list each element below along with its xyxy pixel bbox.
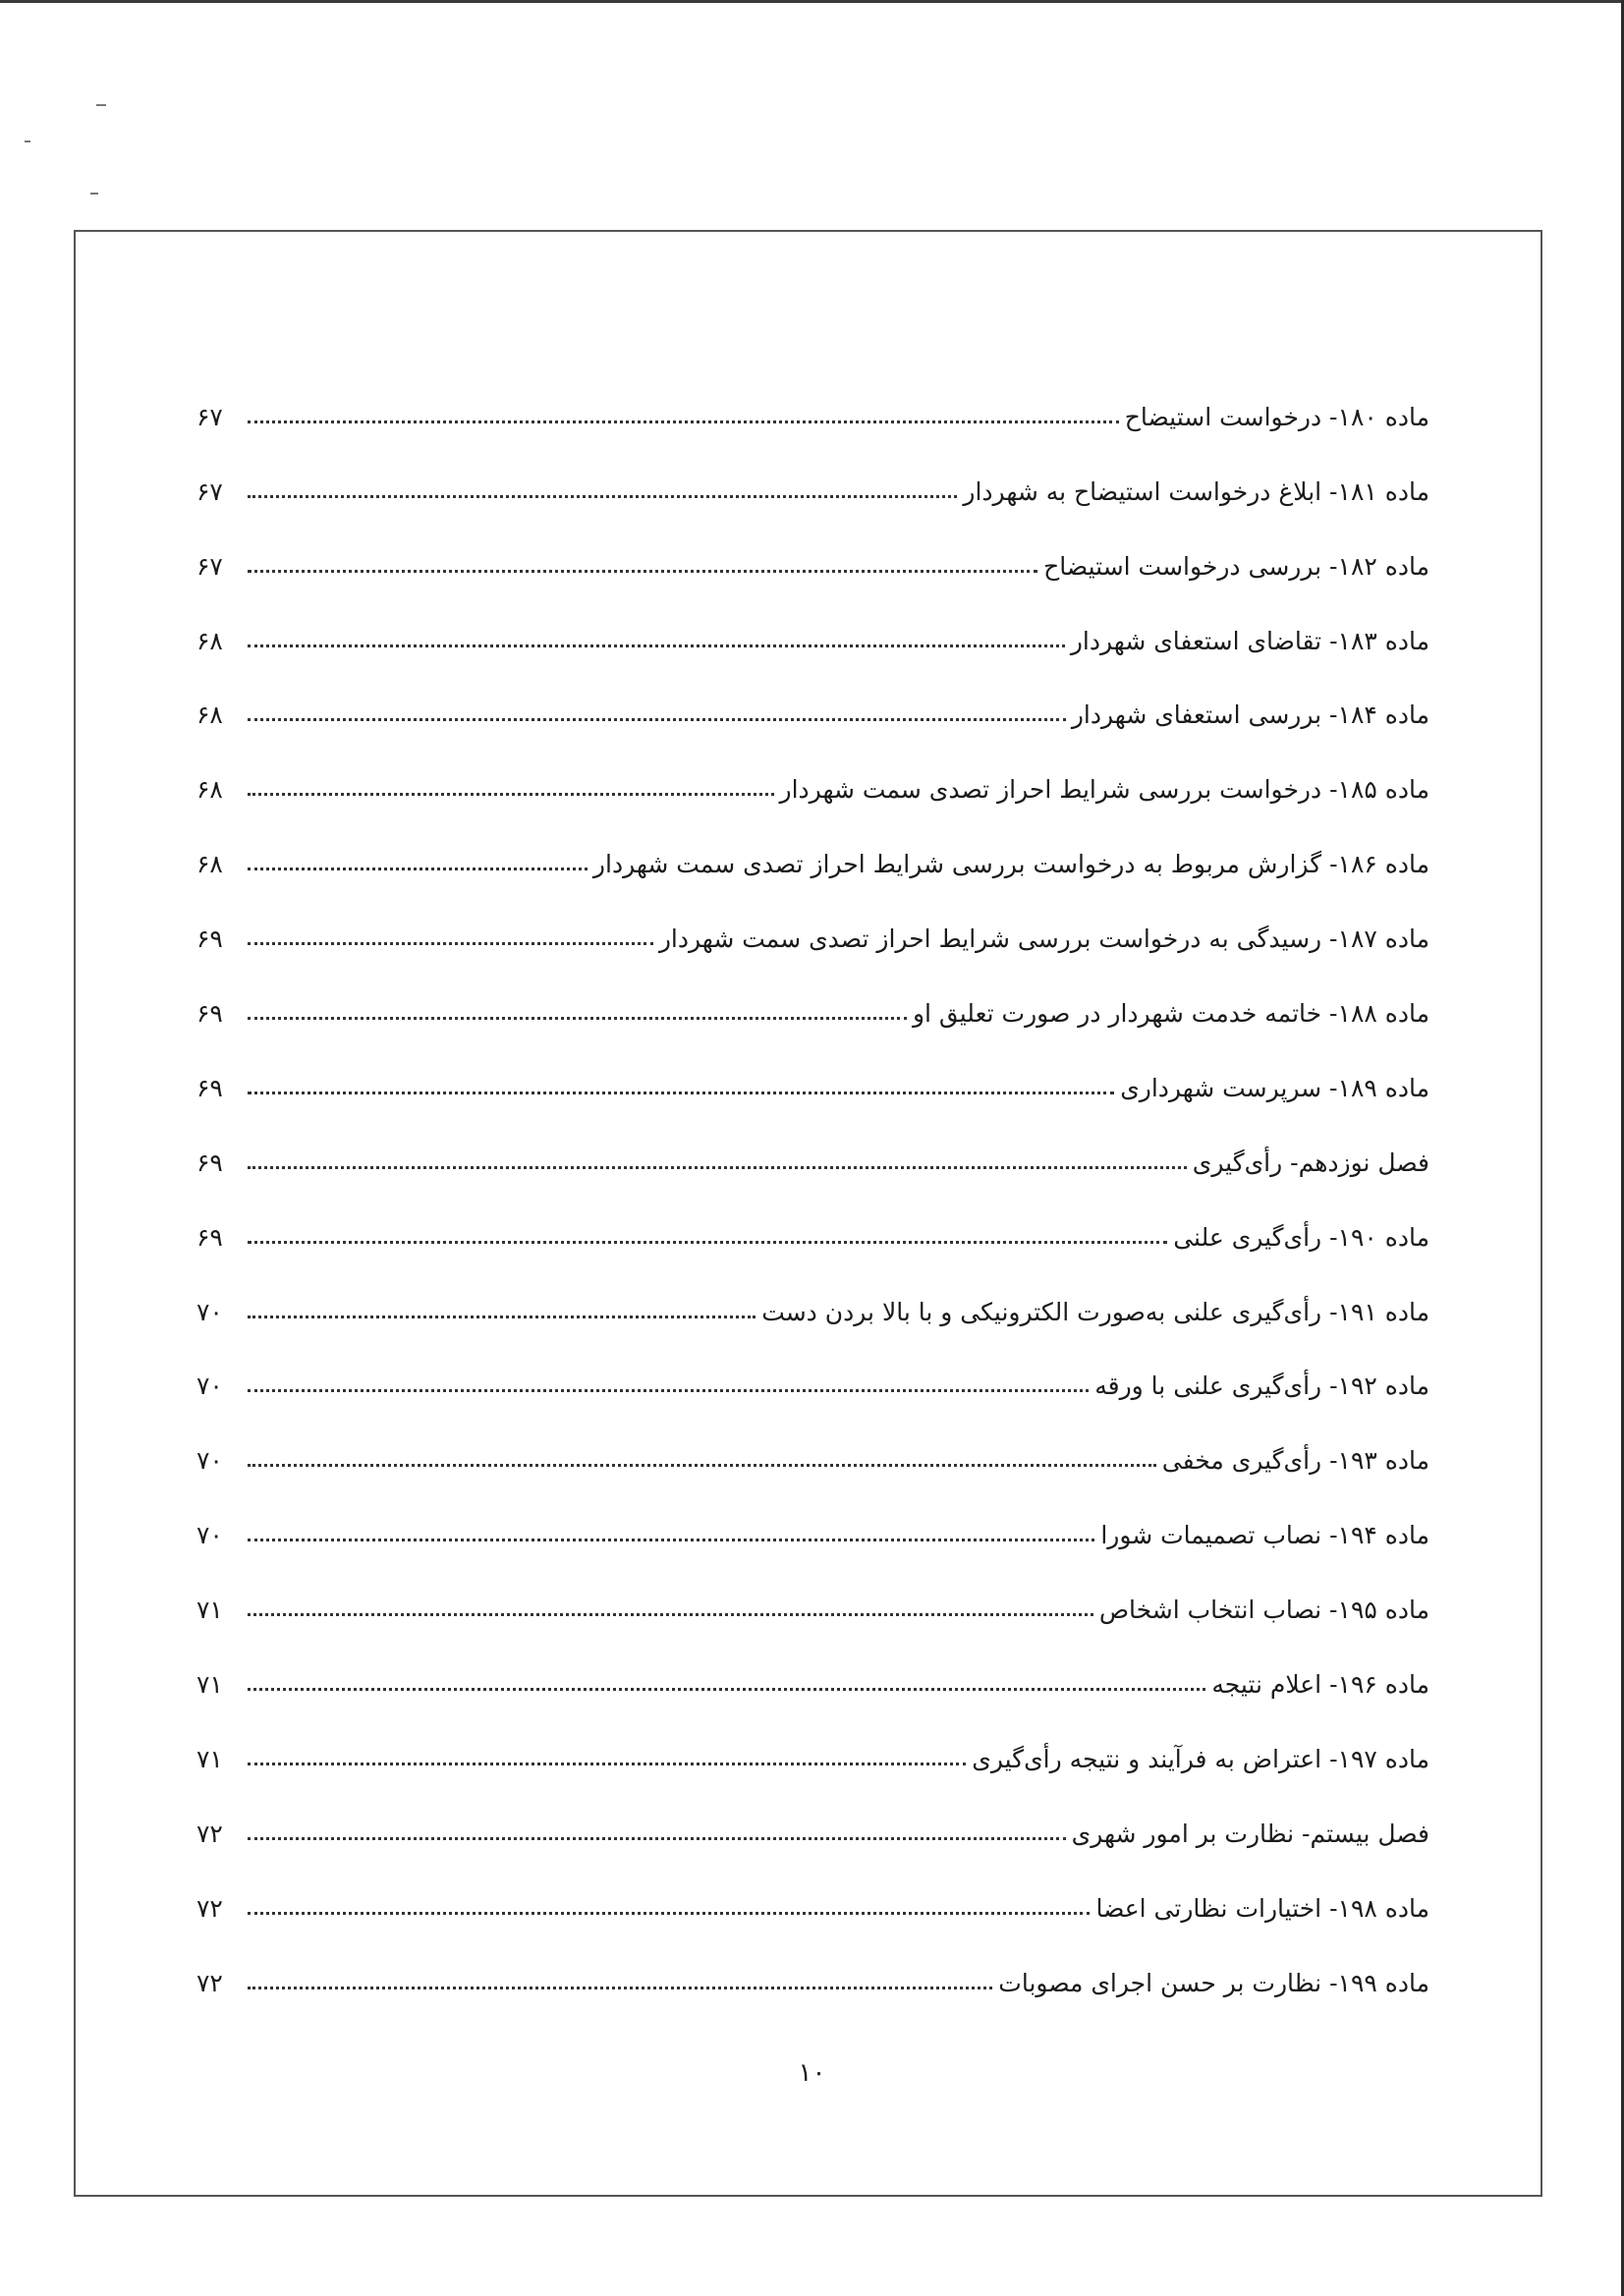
toc-entry-page: ۶۹ (196, 1148, 223, 1177)
toc-entry[interactable] (196, 741, 1429, 815)
toc-entry[interactable] (196, 667, 1429, 742)
toc-leader-dots (248, 1166, 1187, 1169)
toc-leader-dots (248, 1912, 1090, 1915)
toc-entry-page: ۷۱ (196, 1596, 223, 1625)
toc-entry[interactable] (196, 1710, 1429, 1785)
toc-chapter-entry[interactable] (196, 1785, 1429, 1860)
toc-entry-page: ۷۱ (196, 1744, 223, 1773)
toc-leader-dots (248, 793, 774, 796)
toc-leader-dots (248, 1987, 992, 1989)
toc-entry-page: ۶۸ (196, 626, 223, 655)
toc-entry-page: ۶۷ (196, 476, 223, 506)
toc-leader-dots (248, 1613, 1093, 1616)
toc-entry-title: ماده ۱۹۱- رأی‌گیری علنی به‌صورت الکترونیکی و با بالا بردن دست (761, 1297, 1429, 1326)
toc-entry[interactable] (196, 368, 1429, 443)
toc-entry-page: ۷۰ (196, 1372, 223, 1401)
toc-leader-dots (248, 1539, 1094, 1541)
toc-entry-page: ۶۸ (196, 700, 223, 730)
toc-entry-title: ماده ۱۸۱- ابلاغ درخواست استیضاح به شهردار (963, 476, 1429, 506)
toc-entry[interactable] (196, 592, 1429, 667)
toc-entry-page: ۶۹ (196, 1073, 223, 1102)
toc-leader-dots (248, 1688, 1205, 1691)
table-of-contents (196, 368, 1429, 2009)
toc-entry[interactable] (196, 1412, 1429, 1486)
toc-entry-page: ۶۸ (196, 850, 223, 879)
toc-entry[interactable] (196, 1189, 1429, 1263)
toc-entry-title: ماده ۱۸۴- بررسی استعفای شهردار (1071, 700, 1429, 730)
toc-entry-page: ۷۲ (196, 1819, 223, 1848)
toc-leader-dots (248, 1837, 1066, 1840)
toc-leader-dots (248, 718, 1066, 721)
toc-entry[interactable] (196, 1934, 1429, 2009)
toc-entry-page: ۶۸ (196, 775, 223, 805)
toc-entry[interactable] (196, 1338, 1429, 1413)
scan-speck (90, 193, 98, 195)
toc-entry[interactable] (196, 1263, 1429, 1338)
toc-leader-dots (248, 1316, 756, 1318)
toc-entry[interactable] (196, 965, 1429, 1039)
toc-entry-page: ۶۹ (196, 924, 223, 954)
toc-entry[interactable] (196, 1561, 1429, 1636)
toc-entry[interactable] (196, 1486, 1429, 1561)
scan-speck (96, 104, 106, 106)
toc-entry[interactable] (196, 1636, 1429, 1710)
toc-entry-title: ماده ۱۹۹- نظارت بر حسن اجرای مصوبات (998, 1968, 1429, 1997)
toc-entry-page: ۷۲ (196, 1893, 223, 1923)
toc-entry-title: ماده ۱۸۲- بررسی درخواست استیضاح (1043, 551, 1429, 581)
toc-entry-page: ۷۰ (196, 1446, 223, 1476)
toc-entry-title: فصل نوزدهم- رأی‌گیری (1192, 1148, 1429, 1177)
scan-speck (25, 140, 30, 142)
toc-entry-title: فصل بیستم- نظارت بر امور شهری (1071, 1819, 1429, 1848)
toc-entry[interactable] (196, 443, 1429, 518)
toc-entry-title: ماده ۱۹۵- نصاب انتخاب اشخاص (1098, 1596, 1429, 1625)
toc-leader-dots (248, 1092, 1114, 1094)
toc-entry-title: ماده ۱۸۸- خاتمه خدمت شهردار در صورت تعلیق او (912, 999, 1429, 1029)
toc-entry[interactable] (196, 1039, 1429, 1114)
toc-leader-dots (248, 942, 653, 945)
toc-entry-page: ۶۹ (196, 1222, 223, 1252)
toc-leader-dots (248, 868, 588, 870)
toc-entry[interactable] (196, 1860, 1429, 1934)
toc-entry-title: ماده ۱۸۹- سرپرست شهرداری (1120, 1073, 1429, 1102)
toc-entry-page: ۷۲ (196, 1968, 223, 1997)
toc-entry-title: ماده ۱۹۸- اختیارات نظارتی اعضا (1095, 1893, 1429, 1923)
scan-edge-top (0, 0, 1624, 3)
toc-leader-dots (248, 644, 1065, 647)
toc-entry-page: ۶۷ (196, 402, 223, 431)
toc-entry-title: ماده ۱۹۶- اعلام نتیجه (1211, 1670, 1429, 1700)
toc-entry-title: ماده ۱۸۶- گزارش مربوط به درخواست بررسی شرایط احراز تصدی سمت شهردار (592, 850, 1429, 879)
toc-entry-title: ماده ۱۹۷- اعتراض به فرآیند و نتیجه رأی‌گیری (972, 1744, 1429, 1773)
toc-entry-title: ماده ۱۹۴- نصاب تصمیمات شورا (1100, 1521, 1429, 1550)
toc-entry[interactable] (196, 890, 1429, 965)
toc-leader-dots (248, 1241, 1167, 1244)
toc-leader-dots (248, 495, 957, 498)
toc-entry-page: ۷۰ (196, 1297, 223, 1326)
toc-leader-dots (248, 1763, 966, 1765)
toc-chapter-entry[interactable] (196, 1114, 1429, 1189)
toc-entry[interactable] (196, 518, 1429, 592)
toc-entry-page: ۶۹ (196, 999, 223, 1029)
toc-leader-dots (248, 420, 1119, 423)
toc-entry-page: ۷۰ (196, 1521, 223, 1550)
toc-leader-dots (248, 1464, 1156, 1467)
toc-leader-dots (248, 570, 1037, 573)
toc-entry[interactable] (196, 815, 1429, 890)
toc-entry-title: ماده ۱۹۲- رأی‌گیری علنی با ورقه (1094, 1372, 1429, 1401)
toc-leader-dots (248, 1389, 1089, 1392)
toc-entry-page: ۶۷ (196, 551, 223, 581)
toc-leader-dots (248, 1017, 907, 1020)
toc-entry-title: ماده ۱۸۷- رسیدگی به درخواست بررسی شرایط احراز تصدی سمت شهردار (658, 924, 1429, 954)
toc-entry-title: ماده ۱۹۳- رأی‌گیری مخفی (1161, 1446, 1429, 1476)
page-number: ۱۰ (798, 2058, 826, 2088)
toc-entry-title: ماده ۱۸۳- تقاضای استعفای شهردار (1070, 626, 1429, 655)
toc-entry-title: ماده ۱۹۰- رأی‌گیری علنی (1173, 1222, 1429, 1252)
toc-entry-page: ۷۱ (196, 1670, 223, 1700)
toc-entry-title: ماده ۱۸۰- درخواست استیضاح (1124, 402, 1429, 431)
toc-entry-title: ماده ۱۸۵- درخواست بررسی شرایط احراز تصدی سمت شهردار (779, 775, 1429, 805)
